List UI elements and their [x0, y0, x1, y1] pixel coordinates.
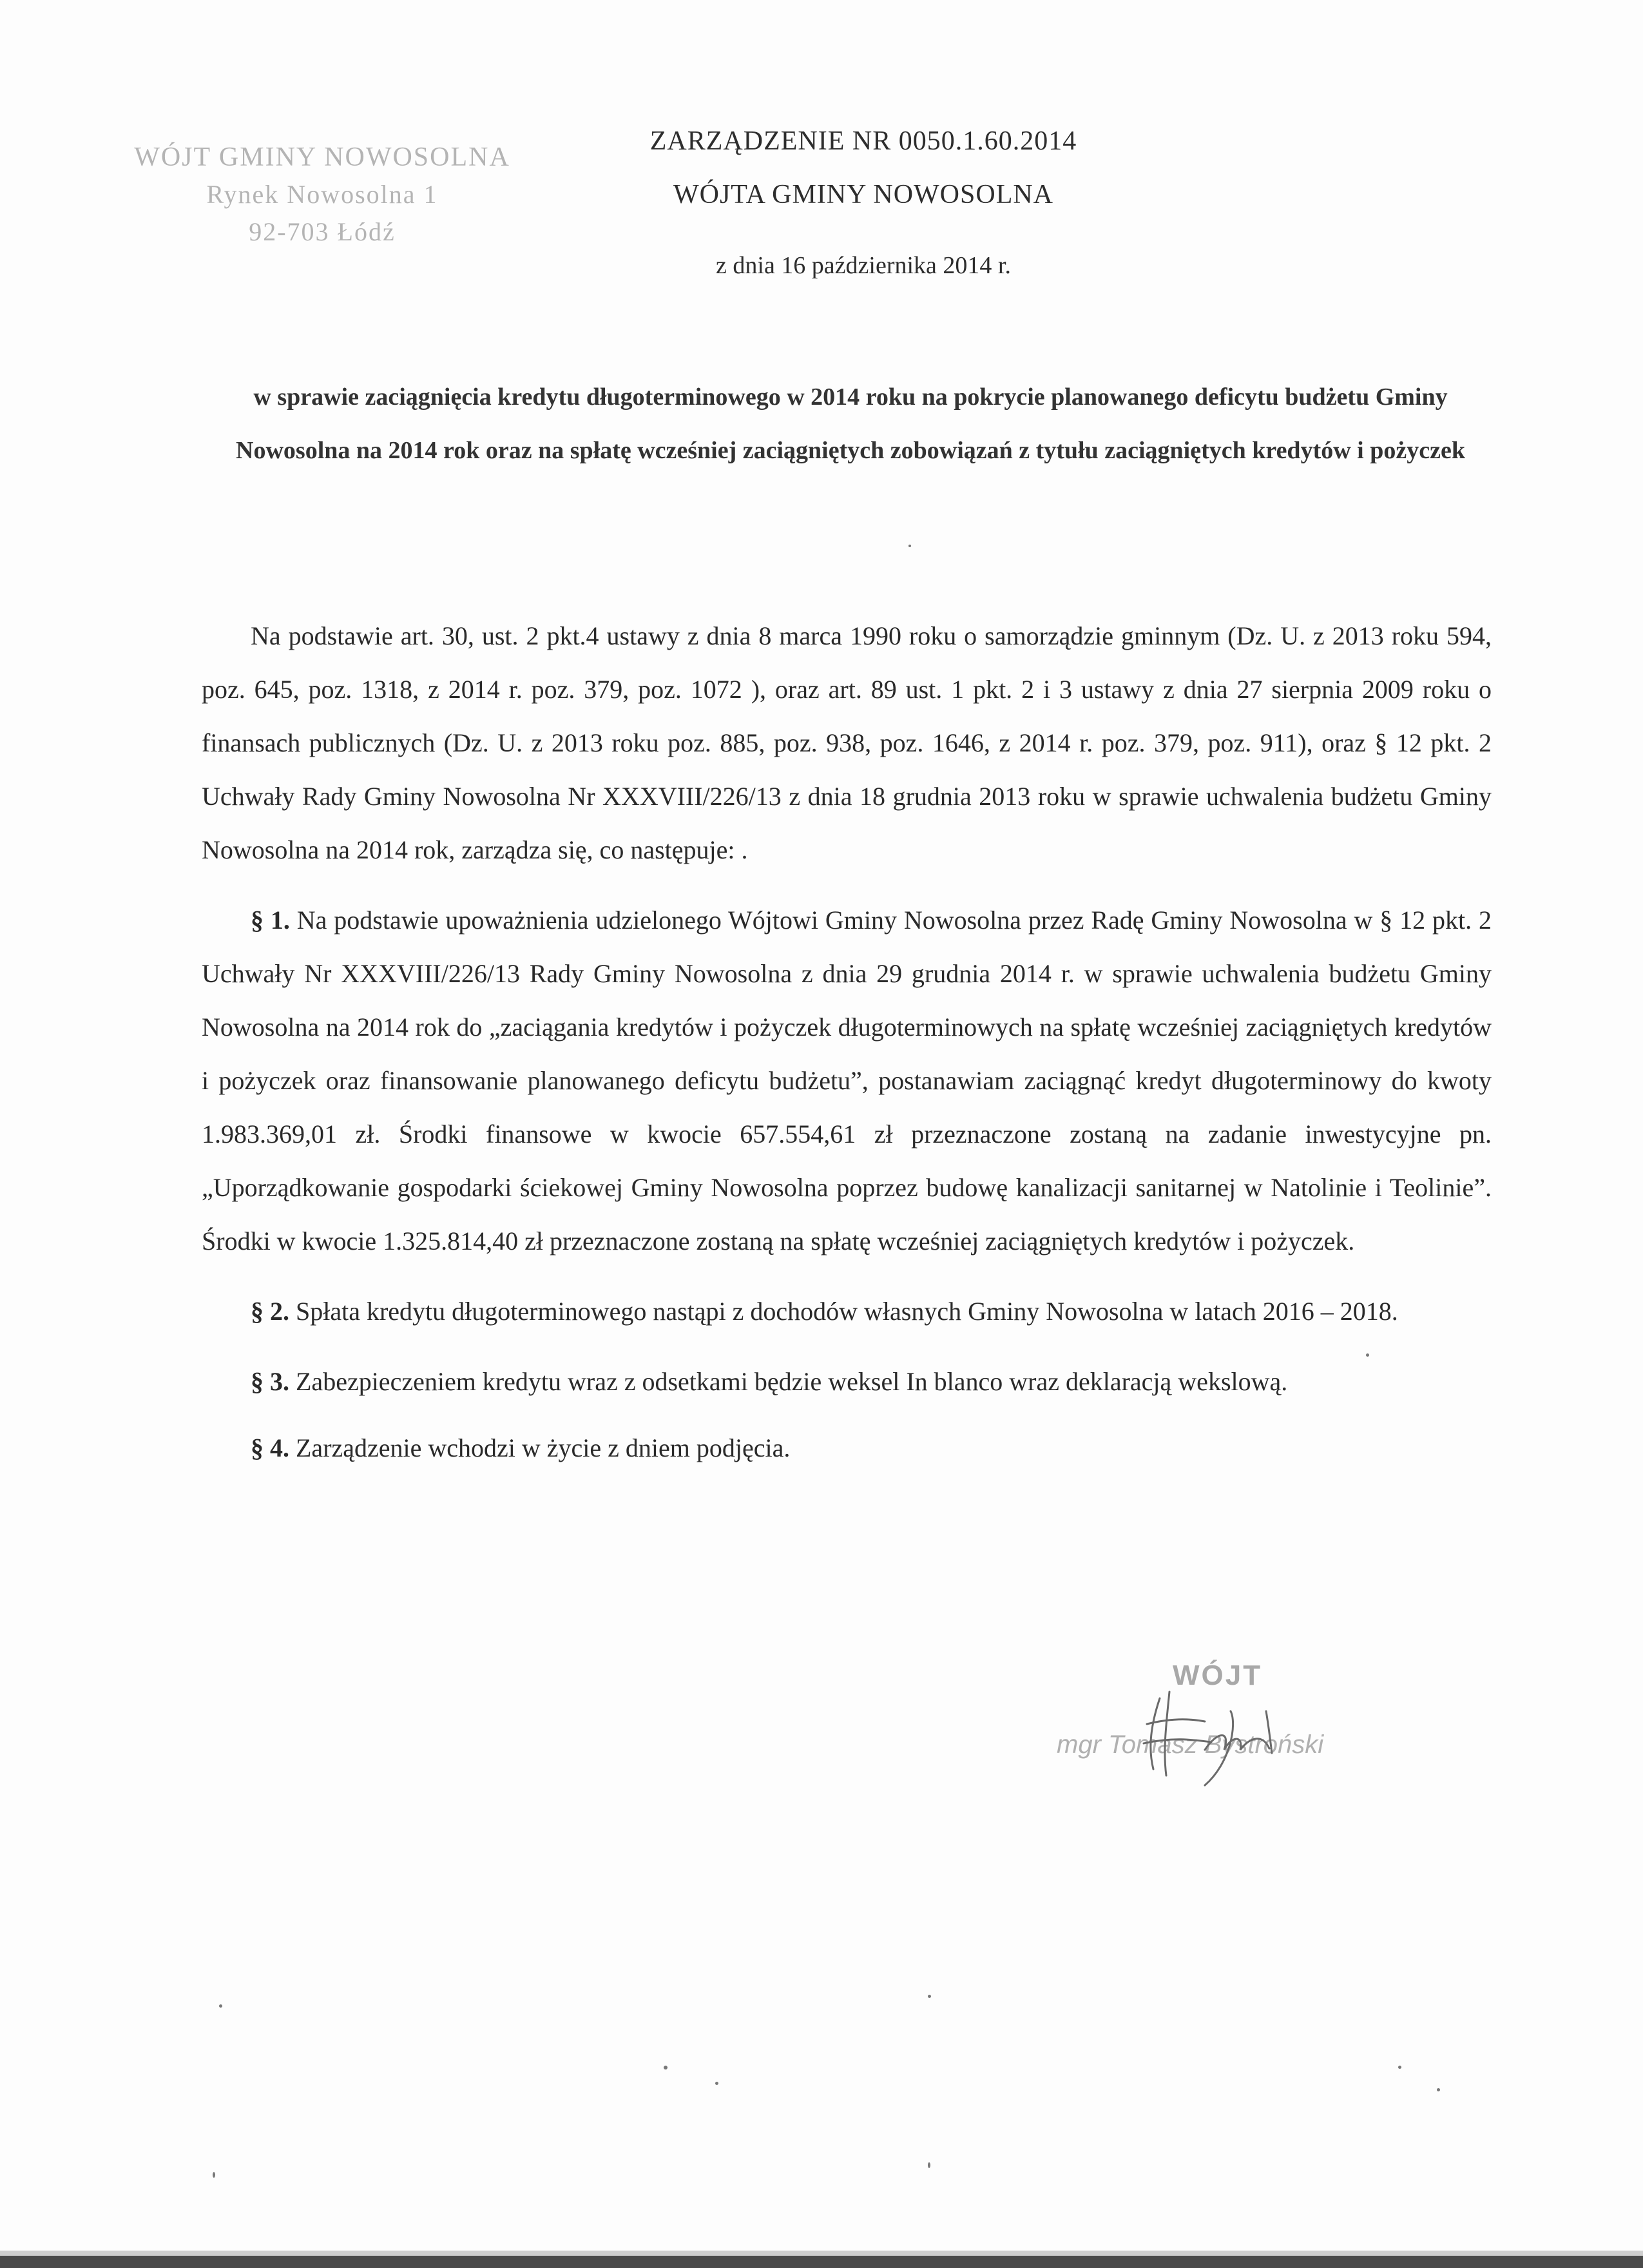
section-2-paragraph	[202, 1284, 1492, 1338]
stamp-line-city: 92-703 Łódź	[249, 217, 396, 246]
section-4-paragraph	[202, 1421, 1492, 1475]
issuing-authority: WÓJTA GMINY NOWOSOLNA	[673, 180, 1054, 209]
scan-speck	[213, 2172, 215, 2178]
scan-speck	[908, 545, 911, 547]
stamp-line-street: Rynek Nowosolna 1	[206, 180, 438, 209]
section-3-paragraph	[202, 1355, 1492, 1408]
signature-name: mgr Tomasz Bystroński	[1057, 1730, 1324, 1759]
scan-speck	[928, 2162, 930, 2168]
scan-speck	[219, 2004, 222, 2008]
scan-speck	[928, 1995, 931, 1998]
document-date: z dnia 16 października 2014 r.	[716, 252, 1011, 279]
signature-block	[1057, 1660, 1417, 1801]
section-4-label: § 4.	[251, 1433, 289, 1462]
stamp-line-office: WÓJT GMINY NOWOSOLNA	[134, 142, 510, 172]
scan-speck	[664, 2066, 668, 2069]
scan-edge	[0, 2256, 1643, 2268]
signature-office: WÓJT	[1173, 1660, 1263, 1691]
document-title: ZARZĄDZENIE NR 0050.1.60.2014	[649, 126, 1077, 156]
section-3-text: Zabezpieczeniem kredytu wraz z odsetkami będzie weksel In blanco wraz deklaracją wekslową.	[296, 1367, 1288, 1396]
scan-speck	[715, 2082, 718, 2085]
section-2-text: Spłata kredytu długoterminowego nastąpi z dochodów własnych Gminy Nowosolna w latach 2016 – 2018.	[296, 1297, 1398, 1326]
preamble-paragraph: Na podstawie art. 30, ust. 2 pkt.4 ustawy z dnia 8 marca 1990 roku o samorządzie gminnym (Dz. U. z 2013 roku 594, poz. 645, poz. 1318, z 2014 r. poz. 379, poz. 1072 ), oraz art. 89 ust. 1 pkt. 2 i 3 ustawy z dnia 27 sierpnia 2009 roku o finansach publicznych (Dz. U. z 2013 roku poz. 885, poz. 938, poz. 1646, z 2014 r. poz. 379, poz. 911), oraz § 12 pkt. 2 Uchwały Rady Gminy Nowosolna Nr XXXVIII/226/13 z dnia 18 grudnia 2013 roku w sprawie uchwalenia budżetu Gminy Nowosolna na 2014 rok, zarządza się, co następuje: .	[202, 621, 1492, 864]
section-4-text: Zarządzenie wchodzi w życie z dniem podjęcia.	[296, 1433, 791, 1462]
document-body	[202, 609, 1492, 1491]
section-1-paragraph	[202, 893, 1492, 1268]
section-1-label: § 1.	[251, 906, 290, 935]
scan-speck	[1366, 1353, 1369, 1357]
scan-edge-light	[0, 2251, 1643, 2256]
section-1-text: Na podstawie upoważnienia udzielonego Wójtowi Gminy Nowosolna przez Radę Gminy Nowosolna w § 12 pkt. 2 Uchwały Nr XXXVIII/226/13 Rady Gminy Nowosolna z dnia 29 grudnia 2014 r. w sprawie uchwalenia budżetu Gminy Nowosolna na 2014 rok do „zaciągania kredytów i pożyczek długoterminowych na spłatę wcześniej zaciągniętych kredytów i pożyczek oraz finansowanie planowanego deficytu budżetu”, postanawiam zaciągnąć kredyt długoterminowy do kwoty 1.983.369,01 zł. Środki finansowe w kwocie 657.554,61 zł przeznaczone zostaną na zadanie inwestycyjne pn. „Uporządkowanie gospodarki ściekowej Gminy Nowosolna poprzez budowę kanalizacji sanitarnej w Natolinie i Teolinie”. Środki w kwocie 1.325.814,40 zł przeznaczone zostaną na spłatę wcześniej zaciągniętych kredytów i pożyczek.	[202, 906, 1492, 1255]
section-3-label: § 3.	[251, 1367, 289, 1396]
scan-speck	[1437, 2088, 1440, 2091]
scan-speck	[1398, 2066, 1401, 2069]
document-subject: w sprawie zaciągnięcia kredytu długoterminowego w 2014 roku na pokrycie planowanego deficytu budżetu Gminy Nowosolna na 2014 rok oraz na spłatę wcześniej zaciągniętych zobowiązań z tytułu zaciągniętych kredytów i pożyczek	[236, 383, 1465, 464]
section-2-label: § 2.	[251, 1297, 289, 1326]
handwritten-signature	[1134, 1672, 1302, 1788]
